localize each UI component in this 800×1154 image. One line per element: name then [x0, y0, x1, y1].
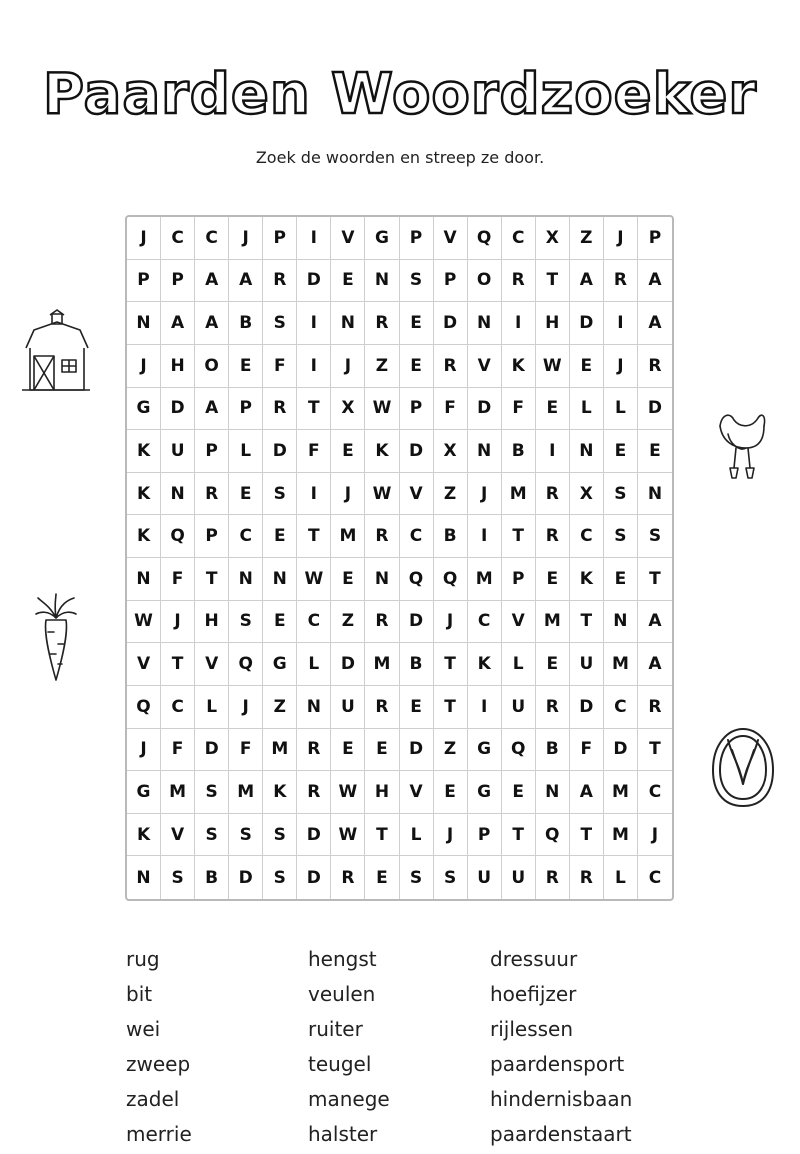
grid-cell[interactable]: J — [604, 345, 638, 388]
grid-cell[interactable]: T — [502, 814, 536, 857]
grid-cell[interactable]: B — [229, 302, 263, 345]
grid-cell[interactable]: E — [400, 302, 434, 345]
grid-cell[interactable]: G — [127, 771, 161, 814]
grid-cell[interactable]: P — [502, 558, 536, 601]
grid-cell[interactable]: B — [400, 643, 434, 686]
word-item[interactable]: hindernisbaan — [490, 1087, 633, 1111]
grid-cell[interactable]: Q — [127, 686, 161, 729]
grid-cell[interactable]: F — [434, 388, 468, 431]
grid-cell[interactable]: R — [570, 856, 604, 899]
word-item[interactable]: ruiter — [308, 1017, 363, 1041]
grid-cell[interactable]: B — [502, 430, 536, 473]
grid-cell[interactable]: Q — [161, 515, 195, 558]
grid-cell[interactable]: R — [604, 260, 638, 303]
grid-cell[interactable]: C — [400, 515, 434, 558]
grid-cell[interactable]: C — [502, 217, 536, 260]
grid-cell[interactable]: N — [127, 558, 161, 601]
grid-cell[interactable]: J — [229, 686, 263, 729]
grid-cell[interactable]: G — [468, 729, 502, 772]
word-item[interactable]: veulen — [308, 982, 376, 1006]
grid-cell[interactable]: D — [229, 856, 263, 899]
grid-cell[interactable]: J — [161, 601, 195, 644]
grid-cell[interactable]: P — [468, 814, 502, 857]
grid-cell[interactable]: S — [229, 601, 263, 644]
grid-cell[interactable]: E — [331, 729, 365, 772]
grid-cell[interactable]: P — [434, 260, 468, 303]
grid-cell[interactable]: E — [263, 601, 297, 644]
grid-cell[interactable]: E — [229, 473, 263, 516]
grid-cell[interactable]: S — [434, 856, 468, 899]
grid-cell[interactable]: O — [468, 260, 502, 303]
grid-cell[interactable]: G — [263, 643, 297, 686]
grid-cell[interactable]: H — [195, 601, 229, 644]
grid-cell[interactable]: D — [297, 260, 331, 303]
grid-cell[interactable]: T — [570, 814, 604, 857]
grid-cell[interactable]: D — [195, 729, 229, 772]
word-item[interactable]: paardenstaart — [490, 1122, 632, 1146]
grid-cell[interactable]: E — [331, 260, 365, 303]
grid-cell[interactable]: I — [468, 515, 502, 558]
grid-cell[interactable]: I — [297, 302, 331, 345]
grid-cell[interactable]: E — [331, 430, 365, 473]
grid-cell[interactable]: M — [263, 729, 297, 772]
grid-cell[interactable]: K — [127, 473, 161, 516]
grid-cell[interactable]: E — [434, 771, 468, 814]
grid-cell[interactable]: X — [434, 430, 468, 473]
word-item[interactable]: merrie — [126, 1122, 192, 1146]
grid-cell[interactable]: R — [365, 302, 399, 345]
grid-cell[interactable]: D — [400, 729, 434, 772]
grid-cell[interactable]: R — [536, 686, 570, 729]
grid-cell[interactable]: T — [297, 388, 331, 431]
grid-cell[interactable]: G — [468, 771, 502, 814]
grid-cell[interactable]: W — [331, 771, 365, 814]
grid-cell[interactable]: C — [570, 515, 604, 558]
grid-cell[interactable]: L — [297, 643, 331, 686]
grid-cell[interactable]: R — [263, 260, 297, 303]
grid-cell[interactable]: V — [400, 771, 434, 814]
grid-cell[interactable]: J — [638, 814, 672, 857]
grid-cell[interactable]: S — [263, 473, 297, 516]
grid-cell[interactable]: D — [297, 856, 331, 899]
grid-cell[interactable]: R — [502, 260, 536, 303]
grid-cell[interactable]: J — [127, 729, 161, 772]
grid-cell[interactable]: N — [161, 473, 195, 516]
grid-cell[interactable]: P — [229, 388, 263, 431]
grid-cell[interactable]: G — [127, 388, 161, 431]
grid-cell[interactable]: I — [297, 473, 331, 516]
grid-cell[interactable]: R — [536, 856, 570, 899]
grid-cell[interactable]: D — [570, 686, 604, 729]
grid-cell[interactable]: L — [604, 856, 638, 899]
grid-cell[interactable]: S — [263, 814, 297, 857]
grid-cell[interactable]: W — [365, 473, 399, 516]
grid-cell[interactable]: Z — [570, 217, 604, 260]
grid-cell[interactable]: C — [638, 771, 672, 814]
grid-cell[interactable]: Q — [400, 558, 434, 601]
grid-cell[interactable]: R — [434, 345, 468, 388]
grid-cell[interactable]: D — [434, 302, 468, 345]
grid-cell[interactable]: R — [638, 686, 672, 729]
grid-cell[interactable]: C — [161, 686, 195, 729]
word-search-grid — [125, 215, 674, 901]
grid-cell[interactable]: L — [400, 814, 434, 857]
grid-cell[interactable]: V — [468, 345, 502, 388]
grid-cell[interactable]: K — [127, 430, 161, 473]
word-item[interactable]: hoefijzer — [490, 982, 577, 1006]
grid-cell[interactable]: E — [536, 643, 570, 686]
grid-cell[interactable]: N — [127, 302, 161, 345]
grid-cell[interactable]: R — [195, 473, 229, 516]
grid-cell[interactable]: S — [638, 515, 672, 558]
grid-cell[interactable]: V — [331, 217, 365, 260]
grid-cell[interactable]: Q — [229, 643, 263, 686]
grid-cell[interactable]: D — [297, 814, 331, 857]
grid-cell[interactable]: J — [468, 473, 502, 516]
grid-cell[interactable]: A — [195, 302, 229, 345]
grid-cell[interactable]: T — [502, 515, 536, 558]
grid-cell[interactable]: R — [638, 345, 672, 388]
grid-cell[interactable]: I — [297, 345, 331, 388]
grid-cell[interactable]: M — [331, 515, 365, 558]
word-item[interactable]: paardensport — [490, 1052, 625, 1076]
grid-cell[interactable]: Z — [365, 345, 399, 388]
grid-cell[interactable]: S — [400, 260, 434, 303]
grid-cell[interactable]: T — [536, 260, 570, 303]
grid-cell[interactable]: R — [365, 686, 399, 729]
grid-cell[interactable]: A — [638, 302, 672, 345]
grid-cell[interactable]: H — [365, 771, 399, 814]
grid-cell[interactable]: L — [604, 388, 638, 431]
grid-cell[interactable]: S — [229, 814, 263, 857]
grid-cell[interactable]: N — [331, 302, 365, 345]
grid-cell[interactable]: F — [297, 430, 331, 473]
grid-cell[interactable]: D — [400, 430, 434, 473]
page-subtitle: Zoek de woorden en streep ze door. — [255, 148, 545, 167]
grid-cell[interactable]: U — [331, 686, 365, 729]
grid-cell[interactable]: E — [365, 729, 399, 772]
grid-cell[interactable]: U — [502, 686, 536, 729]
grid-cell[interactable]: J — [604, 217, 638, 260]
word-list — [126, 944, 686, 1146]
grid-cell[interactable]: I — [604, 302, 638, 345]
grid-cell[interactable]: U — [468, 856, 502, 899]
page-title: Paarden Woordzoeker — [43, 62, 757, 127]
grid-cell[interactable]: M — [468, 558, 502, 601]
grid-cell[interactable]: J — [434, 601, 468, 644]
grid-cell[interactable]: S — [263, 856, 297, 899]
grid-cell[interactable]: E — [229, 345, 263, 388]
grid-cell[interactable]: R — [263, 388, 297, 431]
grid-cell[interactable]: N — [638, 473, 672, 516]
grid-cell[interactable]: P — [638, 217, 672, 260]
grid-cell[interactable]: E — [263, 515, 297, 558]
grid-cell[interactable]: Q — [434, 558, 468, 601]
grid-cell[interactable]: C — [297, 601, 331, 644]
grid-cell[interactable]: D — [570, 302, 604, 345]
grid-cell[interactable]: P — [400, 388, 434, 431]
grid-cell[interactable]: S — [195, 771, 229, 814]
grid-cell[interactable]: A — [161, 302, 195, 345]
grid-cell[interactable]: K — [263, 771, 297, 814]
grid-cell[interactable]: N — [468, 302, 502, 345]
grid-cell[interactable]: E — [365, 856, 399, 899]
grid-cell[interactable]: V — [195, 643, 229, 686]
grid-cell[interactable]: N — [297, 686, 331, 729]
grid-cell[interactable]: J — [331, 345, 365, 388]
grid-cell[interactable]: A — [229, 260, 263, 303]
grid-cell[interactable]: V — [400, 473, 434, 516]
word-item[interactable]: rijlessen — [490, 1017, 574, 1041]
word-item[interactable]: manege — [308, 1087, 390, 1111]
grid-cell[interactable]: F — [570, 729, 604, 772]
grid-cell[interactable]: B — [434, 515, 468, 558]
grid-cell[interactable]: T — [638, 558, 672, 601]
grid-cell[interactable]: T — [434, 686, 468, 729]
grid-cell[interactable]: Z — [434, 729, 468, 772]
grid-cell[interactable]: S — [161, 856, 195, 899]
grid-cell[interactable]: A — [195, 388, 229, 431]
grid-cell[interactable]: P — [263, 217, 297, 260]
grid-cell[interactable]: G — [365, 217, 399, 260]
grid-cell[interactable]: P — [161, 260, 195, 303]
grid-cell[interactable]: I — [502, 302, 536, 345]
grid-cell[interactable]: D — [161, 388, 195, 431]
grid-cell[interactable]: T — [638, 729, 672, 772]
grid-cell[interactable]: C — [229, 515, 263, 558]
grid-cell[interactable]: E — [604, 558, 638, 601]
grid-cell[interactable]: T — [365, 814, 399, 857]
grid-cell[interactable]: T — [161, 643, 195, 686]
grid-cell[interactable]: N — [536, 771, 570, 814]
grid-cell[interactable]: R — [297, 771, 331, 814]
grid-cell[interactable]: N — [570, 430, 604, 473]
grid-cell[interactable]: N — [263, 558, 297, 601]
grid-cell[interactable]: A — [638, 260, 672, 303]
grid-cell[interactable]: X — [331, 388, 365, 431]
grid-cell[interactable]: W — [365, 388, 399, 431]
grid-cell[interactable]: N — [604, 601, 638, 644]
grid-cell[interactable]: K — [502, 345, 536, 388]
grid-cell[interactable]: C — [161, 217, 195, 260]
grid-cell[interactable]: V — [161, 814, 195, 857]
grid-cell[interactable]: F — [502, 388, 536, 431]
grid-cell[interactable]: C — [648, 867, 662, 888]
grid-cell[interactable]: J — [229, 217, 263, 260]
grid-cell[interactable]: E — [638, 430, 672, 473]
grid-cell[interactable]: W — [297, 558, 331, 601]
grid-cell[interactable]: F — [263, 345, 297, 388]
grid-cell[interactable]: P — [400, 217, 434, 260]
grid-cell[interactable]: P — [195, 515, 229, 558]
grid-cell[interactable]: B — [536, 729, 570, 772]
grid-cell[interactable]: M — [365, 643, 399, 686]
grid-cell[interactable]: D — [604, 729, 638, 772]
grid-cell[interactable]: S — [195, 814, 229, 857]
grid-cell[interactable]: I — [297, 217, 331, 260]
grid-cell[interactable]: L — [570, 388, 604, 431]
word-item[interactable]: halster — [308, 1122, 378, 1146]
grid-cell[interactable]: T — [297, 515, 331, 558]
grid-cell[interactable]: E — [502, 771, 536, 814]
grid-cell[interactable]: E — [331, 558, 365, 601]
grid-cell[interactable]: S — [604, 473, 638, 516]
grid-cell[interactable]: I — [468, 686, 502, 729]
grid-cell[interactable]: E — [570, 345, 604, 388]
grid-cell[interactable]: N — [468, 430, 502, 473]
grid-cell[interactable]: Z — [331, 601, 365, 644]
grid-cell[interactable]: S — [604, 515, 638, 558]
grid-cell[interactable]: V — [434, 217, 468, 260]
grid-cell[interactable]: K — [127, 515, 161, 558]
grid-cell[interactable]: L — [229, 430, 263, 473]
grid-cell[interactable]: X — [570, 473, 604, 516]
grid-cell[interactable]: B — [195, 856, 229, 899]
grid-cell[interactable]: A — [570, 260, 604, 303]
grid-cell[interactable]: T — [195, 558, 229, 601]
grid-cell[interactable]: E — [400, 345, 434, 388]
word-item[interactable]: rug — [126, 947, 160, 971]
grid-cell[interactable]: Q — [502, 729, 536, 772]
grid-cell[interactable]: J — [434, 814, 468, 857]
grid-cell[interactable]: H — [536, 302, 570, 345]
grid-cell[interactable]: N — [127, 856, 161, 899]
grid-cell[interactable]: R — [365, 515, 399, 558]
saddle-icon — [716, 404, 768, 484]
grid-cell[interactable]: C — [604, 686, 638, 729]
grid-cell[interactable]: R — [297, 729, 331, 772]
grid-cell[interactable]: P — [195, 430, 229, 473]
hoof-icon — [710, 726, 776, 810]
grid-cell[interactable]: I — [536, 430, 570, 473]
grid-cell[interactable]: U — [161, 430, 195, 473]
grid-cell[interactable]: D — [638, 388, 672, 431]
grid-cell[interactable]: E — [536, 388, 570, 431]
grid-cell[interactable]: K — [468, 643, 502, 686]
word-item[interactable]: zadel — [126, 1087, 180, 1111]
grid-cell[interactable]: X — [536, 217, 570, 260]
grid-cell[interactable]: L — [502, 643, 536, 686]
grid-cell[interactable]: D — [263, 430, 297, 473]
grid-cell[interactable]: K — [127, 814, 161, 857]
grid-cell[interactable]: J — [127, 345, 161, 388]
grid-cell[interactable]: N — [365, 558, 399, 601]
grid-cell[interactable]: L — [195, 686, 229, 729]
grid-cell[interactable]: D — [468, 388, 502, 431]
grid-cell[interactable]: H — [161, 345, 195, 388]
grid-cell[interactable]: U — [502, 856, 536, 899]
grid-cell[interactable]: U — [570, 643, 604, 686]
grid-cell[interactable]: J — [127, 217, 161, 260]
grid-cell[interactable]: O — [195, 345, 229, 388]
grid-cell[interactable]: W — [127, 601, 161, 644]
word-item[interactable]: wei — [126, 1017, 161, 1041]
grid-cell[interactable]: F — [161, 558, 195, 601]
grid-cell[interactable]: S — [400, 856, 434, 899]
grid-cell[interactable]: P — [127, 260, 161, 303]
grid-cell[interactable]: M — [161, 771, 195, 814]
grid-cell[interactable]: A — [638, 643, 672, 686]
word-item[interactable]: bit — [126, 982, 153, 1006]
grid-cell[interactable]: R — [536, 473, 570, 516]
grid-cell[interactable]: N — [365, 260, 399, 303]
word-item[interactable]: dressuur — [490, 947, 578, 971]
grid-cell[interactable]: T — [434, 643, 468, 686]
grid-cell[interactable]: Z — [263, 686, 297, 729]
barn-icon — [20, 310, 92, 392]
grid-cell[interactable]: K — [365, 430, 399, 473]
grid-cell[interactable]: W — [536, 345, 570, 388]
grid-cell[interactable]: C — [195, 217, 229, 260]
grid-cell[interactable]: W — [331, 814, 365, 857]
grid-cell[interactable]: R — [536, 515, 570, 558]
grid-cell[interactable]: R — [365, 601, 399, 644]
grid-cell[interactable]: E — [604, 430, 638, 473]
grid-cell[interactable]: M — [604, 771, 638, 814]
grid-cell[interactable]: S — [263, 302, 297, 345]
grid-cell[interactable]: M — [229, 771, 263, 814]
carrot-icon — [34, 592, 78, 684]
grid-cell[interactable]: F — [161, 729, 195, 772]
grid-cell[interactable]: F — [229, 729, 263, 772]
grid-cell[interactable]: Z — [434, 473, 468, 516]
word-item[interactable]: zweep — [126, 1052, 191, 1076]
grid-cell[interactable]: D — [331, 643, 365, 686]
grid-cell[interactable]: Q — [536, 814, 570, 857]
grid-cell[interactable]: Q — [468, 217, 502, 260]
grid-cell[interactable]: V — [127, 643, 161, 686]
grid-cell[interactable]: M — [536, 601, 570, 644]
grid-cell[interactable]: V — [502, 601, 536, 644]
grid-cell[interactable]: D — [400, 601, 434, 644]
grid-cell[interactable]: C — [468, 601, 502, 644]
grid-cell[interactable]: M — [604, 814, 638, 857]
grid-cell[interactable]: M — [604, 643, 638, 686]
grid-cell[interactable]: J — [331, 473, 365, 516]
grid-cell[interactable]: E — [400, 686, 434, 729]
word-item[interactable]: hengst — [308, 947, 377, 971]
grid-cell[interactable]: A — [570, 771, 604, 814]
grid-cell[interactable]: K — [570, 558, 604, 601]
word-item[interactable]: teugel — [308, 1052, 372, 1076]
grid-cell[interactable]: N — [229, 558, 263, 601]
grid-cell[interactable]: R — [331, 856, 365, 899]
grid-cell[interactable]: T — [570, 601, 604, 644]
grid-cell[interactable]: M — [502, 473, 536, 516]
grid-cell[interactable]: E — [536, 558, 570, 601]
grid-cell[interactable]: A — [195, 260, 229, 303]
grid-cell[interactable]: A — [638, 601, 672, 644]
